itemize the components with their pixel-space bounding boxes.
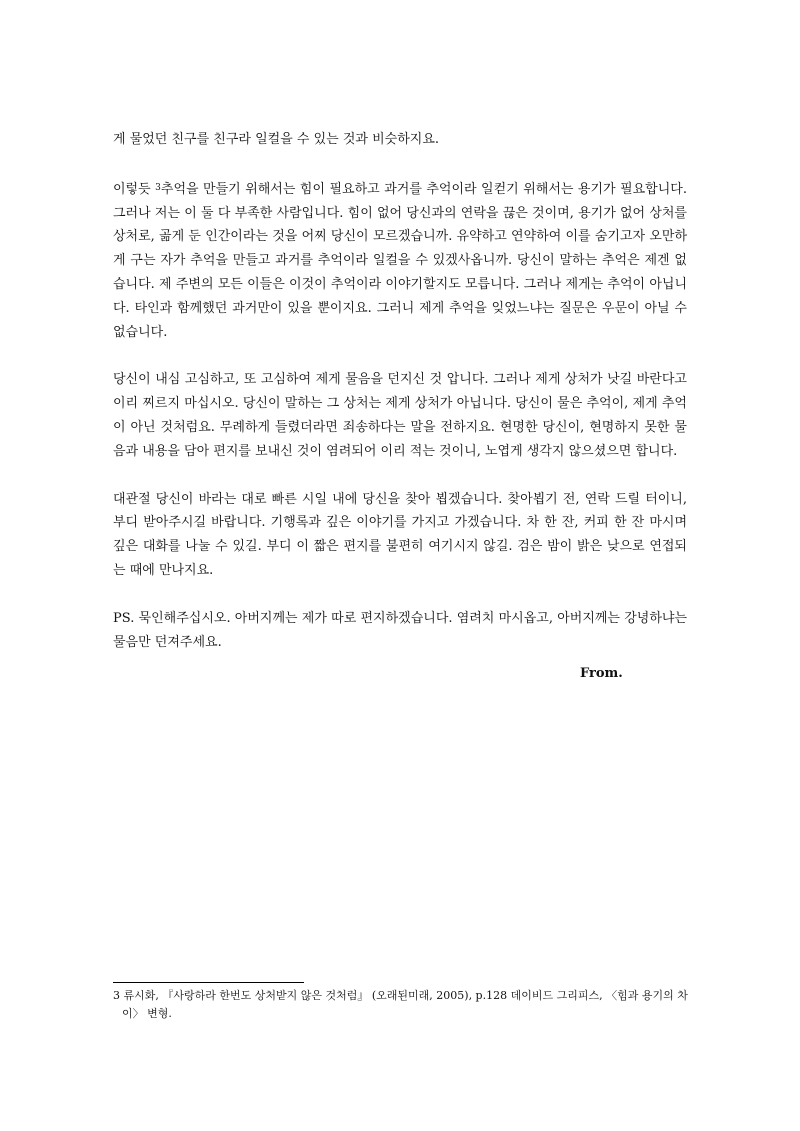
paragraph-continuation: 게 물었던 친구를 친구라 일컬을 수 있는 것과 비슷하지요.	[113, 132, 440, 147]
letter-body	[113, 128, 687, 654]
paragraph-postscript: PS. 묵인해주십시오. 아버지께는 제가 따로 편지하겠습니다. 염려치 마시옵고, 아버지께는 강녕하냐는 물음만 던져주세요.	[113, 610, 687, 650]
signature-from: From.	[580, 666, 623, 681]
footnote-divider	[113, 982, 304, 983]
paragraph-question: 당신이 내심 고심하고, 또 고심하여 제게 물음을 던지신 것 압니다. 그러나 제게 상처가 낫길 바란다고 이리 찌르지 마십시오. 당신이 말하는 그 상처는 제게 상처가 아닙니다. 당신이 물은 추억이, 제게 추억이 아닌 것처럼요. 무례하게 들렸더라면 죄송하다는 말을 전하지요. 현명한 당신이, 현명하지 못한 물음과 내용을 담아 편지를 보내신 것이 염려되어 이리 적는 것이니, 노엽게 생각지 않으셨으면 합니다.	[113, 372, 687, 459]
footnote-text: 3 류시화, 『사랑하라 한번도 상처받지 않은 것처럼』 (오래된미래, 2005), p.128 데이비드 그리피스, 〈힘과 용기의 차이〉 변형.	[113, 989, 688, 1020]
footnote-reference: 3	[155, 182, 161, 193]
paragraph-courage-text: 추억을 만들기 위해서는 힘이 필요하고 과거를 추억이라 일컫기 위해서는 용기가 필요합니다. 그러나 저는 이 둘 다 부족한 사람입니다. 힘이 없어 당신과의 연락을 끊은 것이며, 용기가 없어 상처를 상처로, 곪게 둔 인간이라는 것을 어찌 당신이 모르겠습니까. 유약하고 연약하여 이를 숨기고자 오만하게 구는 자가 추억을 만들고 과거를 추억이라 일컬을 수 있겠사옵니까. 당신이 말하는 추억은 제겐 없습니다. 제 주변의 모든 이들은 이것이 추억이라 이야기할지도 모릅니다. 그러나 제게는 추억이 아닙니다. 타인과 함께했던 과거만이 있을 뿐이지요. 그러니 제게 추억을 잊었느냐는 질문은 우문이 아닐 수 없습니다.	[113, 181, 687, 340]
paragraph-courage-lead: 이렇듯	[113, 181, 156, 197]
paragraph-courage	[113, 177, 687, 345]
paragraph-visit: 대관절 당신이 바라는 대로 빠른 시일 내에 당신을 찾아 뵙겠습니다. 찾아뵙기 전, 연락 드릴 터이니, 부디 받아주시길 바랍니다. 기행록과 깊은 이야기를 가지고 가겠습니다. 차 한 잔, 커피 한 잔 마시며 깊은 대화를 나눌 수 있길. 부디 이 짧은 편지를 불편히 여기시지 않길. 검은 밤이 밝은 낮으로 연접되는 때에 만나지요.	[113, 491, 687, 578]
